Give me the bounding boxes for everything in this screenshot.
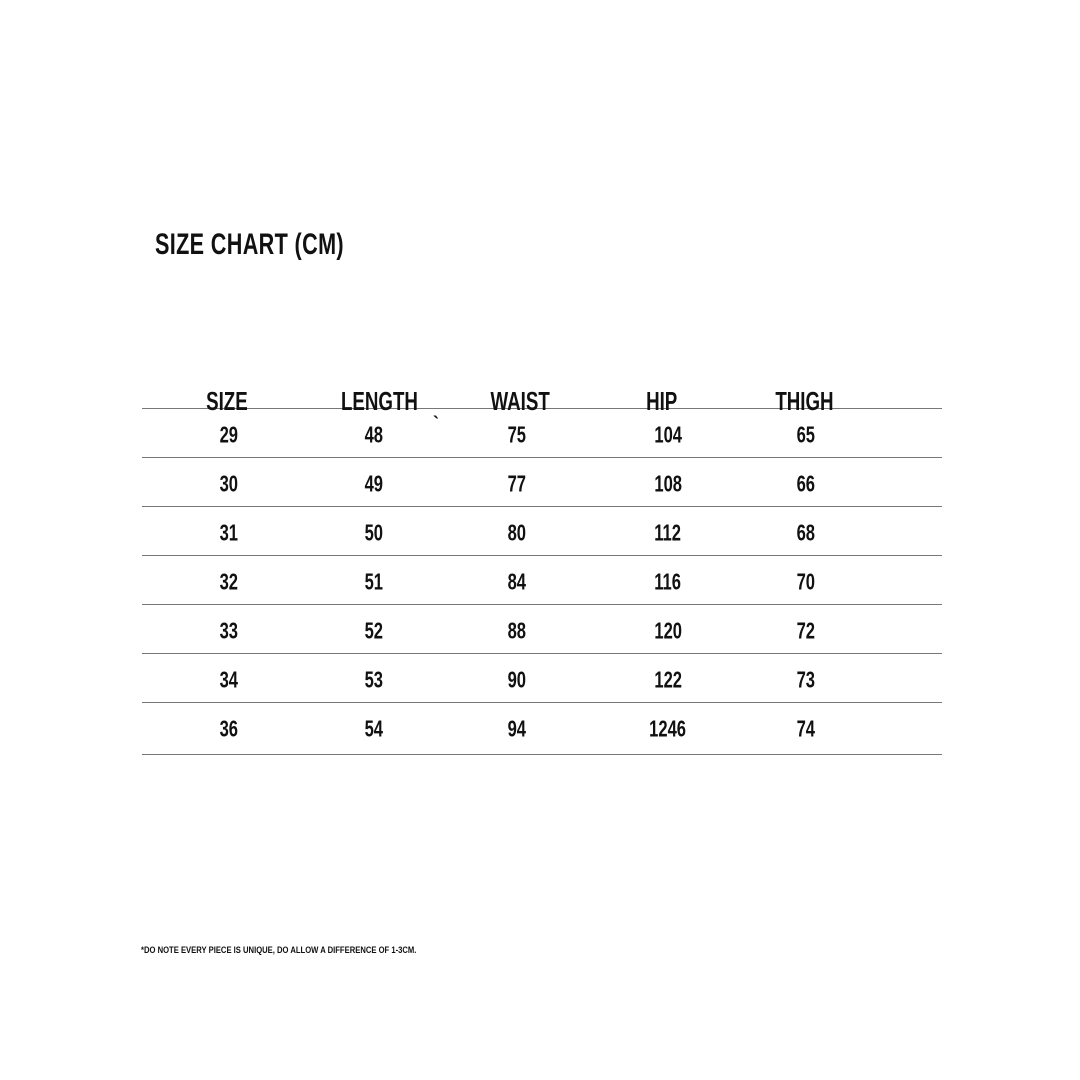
cell-hip: 1246 [649, 715, 687, 742]
cell-thigh: 65 [796, 421, 816, 448]
header-hip: HIP [646, 386, 678, 416]
cell-thigh: 74 [796, 715, 816, 742]
header-waist: WAIST [490, 386, 550, 416]
cell-thigh: 73 [796, 666, 816, 693]
table-row [142, 458, 942, 507]
cell-waist: 84 [507, 568, 527, 595]
cell-size: 31 [219, 519, 239, 546]
table-row [142, 409, 942, 458]
cell-waist: 94 [507, 715, 527, 742]
size-chart-table [142, 368, 942, 755]
page-title: SIZE CHART (CM) [155, 228, 344, 261]
cell-thigh: 70 [796, 568, 816, 595]
table-row [142, 605, 942, 654]
cell-size: 34 [219, 666, 239, 693]
cell-hip: 104 [654, 421, 682, 448]
cell-hip: 120 [654, 617, 682, 644]
cell-size: 36 [219, 715, 239, 742]
table-row [142, 556, 942, 605]
header-size: SIZE [206, 386, 248, 416]
cell-waist: 88 [507, 617, 527, 644]
cell-waist: 90 [507, 666, 527, 693]
cell-waist: 80 [507, 519, 527, 546]
cell-hip: 122 [654, 666, 682, 693]
cell-thigh: 66 [796, 470, 816, 497]
cell-length: 49 [364, 470, 384, 497]
cell-thigh: 72 [796, 617, 816, 644]
table-header-row [142, 368, 942, 416]
cell-length: 51 [364, 568, 384, 595]
cell-waist: 75 [507, 421, 527, 448]
cell-thigh: 68 [796, 519, 816, 546]
cell-size: 33 [219, 617, 239, 644]
cell-hip: 112 [654, 519, 682, 546]
cell-length: 48 [364, 421, 384, 448]
cell-hip: 116 [654, 568, 682, 595]
header-length: LENGTH [340, 386, 418, 416]
cell-hip: 108 [654, 470, 682, 497]
cell-size: 32 [219, 568, 239, 595]
cell-length: 53 [364, 666, 384, 693]
stray-backtick-mark: ` [433, 413, 439, 433]
cell-size: 29 [219, 421, 239, 448]
cell-length: 52 [364, 617, 384, 644]
header-thigh: THIGH [774, 386, 834, 416]
table-row [142, 703, 942, 755]
table-row [142, 507, 942, 556]
cell-size: 30 [219, 470, 239, 497]
footnote: *DO NOTE EVERY PIECE IS UNIQUE, DO ALLOW A DIFFERENCE OF 1-3CM. [141, 945, 417, 955]
cell-length: 54 [364, 715, 384, 742]
cell-length: 50 [364, 519, 384, 546]
table-row [142, 654, 942, 703]
cell-waist: 77 [507, 470, 527, 497]
